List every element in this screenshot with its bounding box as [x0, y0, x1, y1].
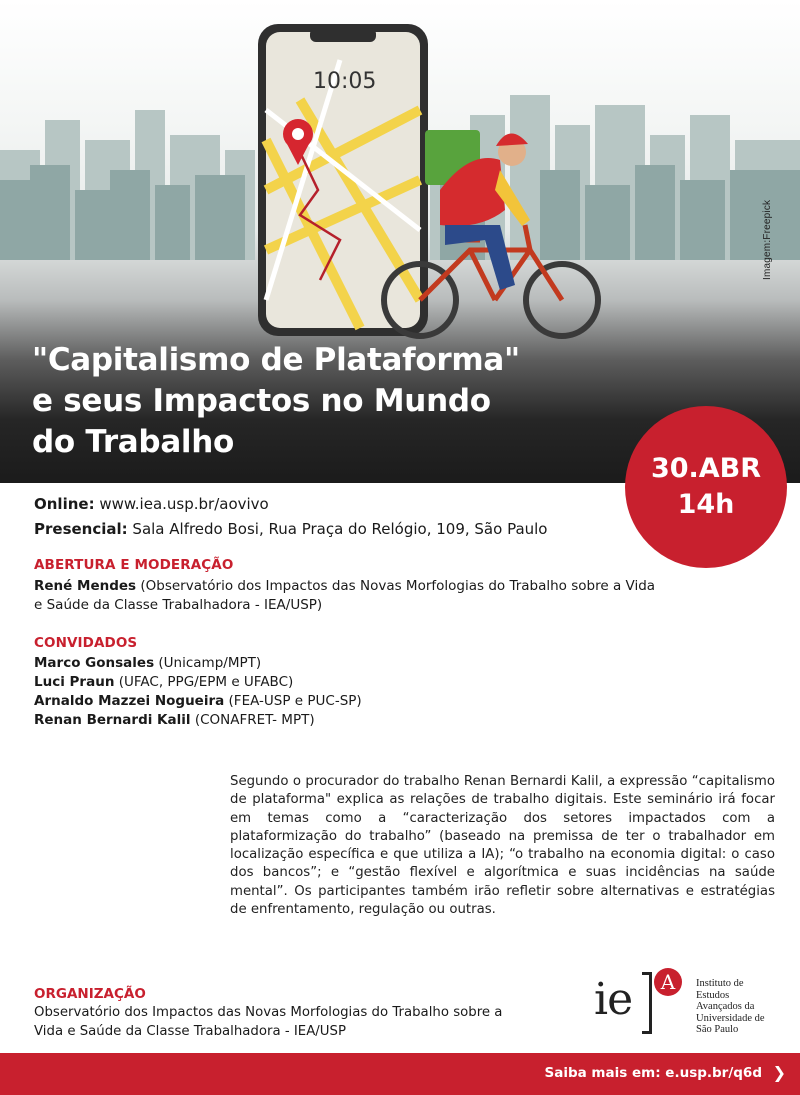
- logo-text: [696, 978, 796, 1036]
- title-line: e seus Impactos no Mundo: [32, 383, 491, 419]
- guest-affiliation: (Unicamp/MPT): [158, 655, 262, 671]
- convidados-list: [34, 654, 362, 730]
- chevron-right-icon[interactable]: ❯: [772, 1063, 786, 1082]
- guest-name: Arnaldo Mazzei Nogueira: [34, 693, 225, 709]
- list-item: [34, 692, 362, 711]
- event-time: 14h: [677, 489, 735, 520]
- guest-name: Marco Gonsales: [34, 655, 155, 671]
- footer-bar: [0, 1053, 800, 1095]
- list-item: [34, 673, 362, 692]
- event-date: 30.ABR: [650, 453, 762, 484]
- logo-line: Estudos: [696, 989, 730, 1001]
- presencial-label: Presencial:: [34, 520, 128, 538]
- logo-line: Instituto de: [696, 978, 744, 989]
- access-info: [34, 492, 548, 542]
- logo-line: São Paulo: [696, 1024, 739, 1035]
- org-line: Observatório dos Impactos das Novas Morfologias do Trabalho sobre a: [34, 1005, 503, 1020]
- title-line: do Trabalho: [32, 424, 235, 460]
- event-title: [32, 340, 592, 463]
- abertura-list: [34, 577, 655, 615]
- org-line: Vida e Saúde da Classe Trabalhadora - IEA/USP: [34, 1024, 346, 1039]
- logo-bracket: [642, 972, 652, 1034]
- moderator-affiliation-cont: e Saúde da Classe Trabalhadora - IEA/USP): [34, 597, 323, 613]
- presencial-row: [34, 517, 548, 542]
- svg-text:10:05: 10:05: [313, 69, 377, 94]
- abertura-heading: ABERTURA E MODERAÇÃO: [34, 557, 234, 573]
- title-line: "Capitalismo de Plataforma": [32, 342, 520, 378]
- logo-line: Universidade de: [696, 1012, 765, 1024]
- guest-name: Renan Bernardi Kalil: [34, 712, 191, 728]
- convidados-heading: CONVIDADOS: [34, 635, 138, 651]
- list-item: [34, 577, 655, 596]
- organizacao-heading: ORGANIZAÇÃO: [34, 986, 146, 1002]
- logo-mark: ie: [594, 974, 633, 1025]
- online-label: Online:: [34, 495, 95, 513]
- date-badge: [625, 406, 787, 568]
- logo-line: Avançados da: [696, 1001, 755, 1012]
- guest-affiliation: (UFAC, PPG/EPM e UFABC): [118, 674, 294, 690]
- list-item: [34, 654, 362, 673]
- organizacao-text: [34, 1003, 554, 1041]
- guest-affiliation: (CONAFRET- MPT): [194, 712, 315, 728]
- list-item: [34, 711, 362, 730]
- saiba-mais-link[interactable]: Saiba mais em: e.usp.br/q6d: [544, 1065, 762, 1081]
- moderator-affiliation: (Observatório dos Impactos das Novas Morfologias do Trabalho sobre a Vida: [140, 578, 656, 594]
- guest-name: Luci Praun: [34, 674, 115, 690]
- online-link[interactable]: www.iea.usp.br/aovivo: [99, 495, 269, 513]
- logo-a-circle: A: [654, 968, 682, 996]
- image-credit: Imagem:Freepick: [762, 199, 773, 280]
- online-row: [34, 492, 548, 517]
- iea-logo: [594, 968, 794, 1040]
- guest-affiliation: (FEA-USP e PUC-SP): [228, 693, 362, 709]
- moderator-name: René Mendes: [34, 578, 137, 594]
- presencial-address: Sala Alfredo Bosi, Rua Praça do Relógio, 109, São Paulo: [132, 520, 548, 538]
- event-description: Segundo o procurador do trabalho Renan Bernardi Kalil, a expressão “capitalismo de plataforma" explica as relações de trabalho digitais. Este seminário irá focar em temas como a “caracterização dos setores impactados com a plataformização do trabalho” (baseado na premissa de ter o trabalhador em localização específica e que utiliza a IA); “o trabalho na economia digital: o caso dos bancos”; e “gestão flexível e algorítmica e suas incidências na saúde mental”. Os participantes também irão refletir sobre alternativas e estratégias de enfrentamento, regulação ou outras.: [230, 774, 775, 918]
